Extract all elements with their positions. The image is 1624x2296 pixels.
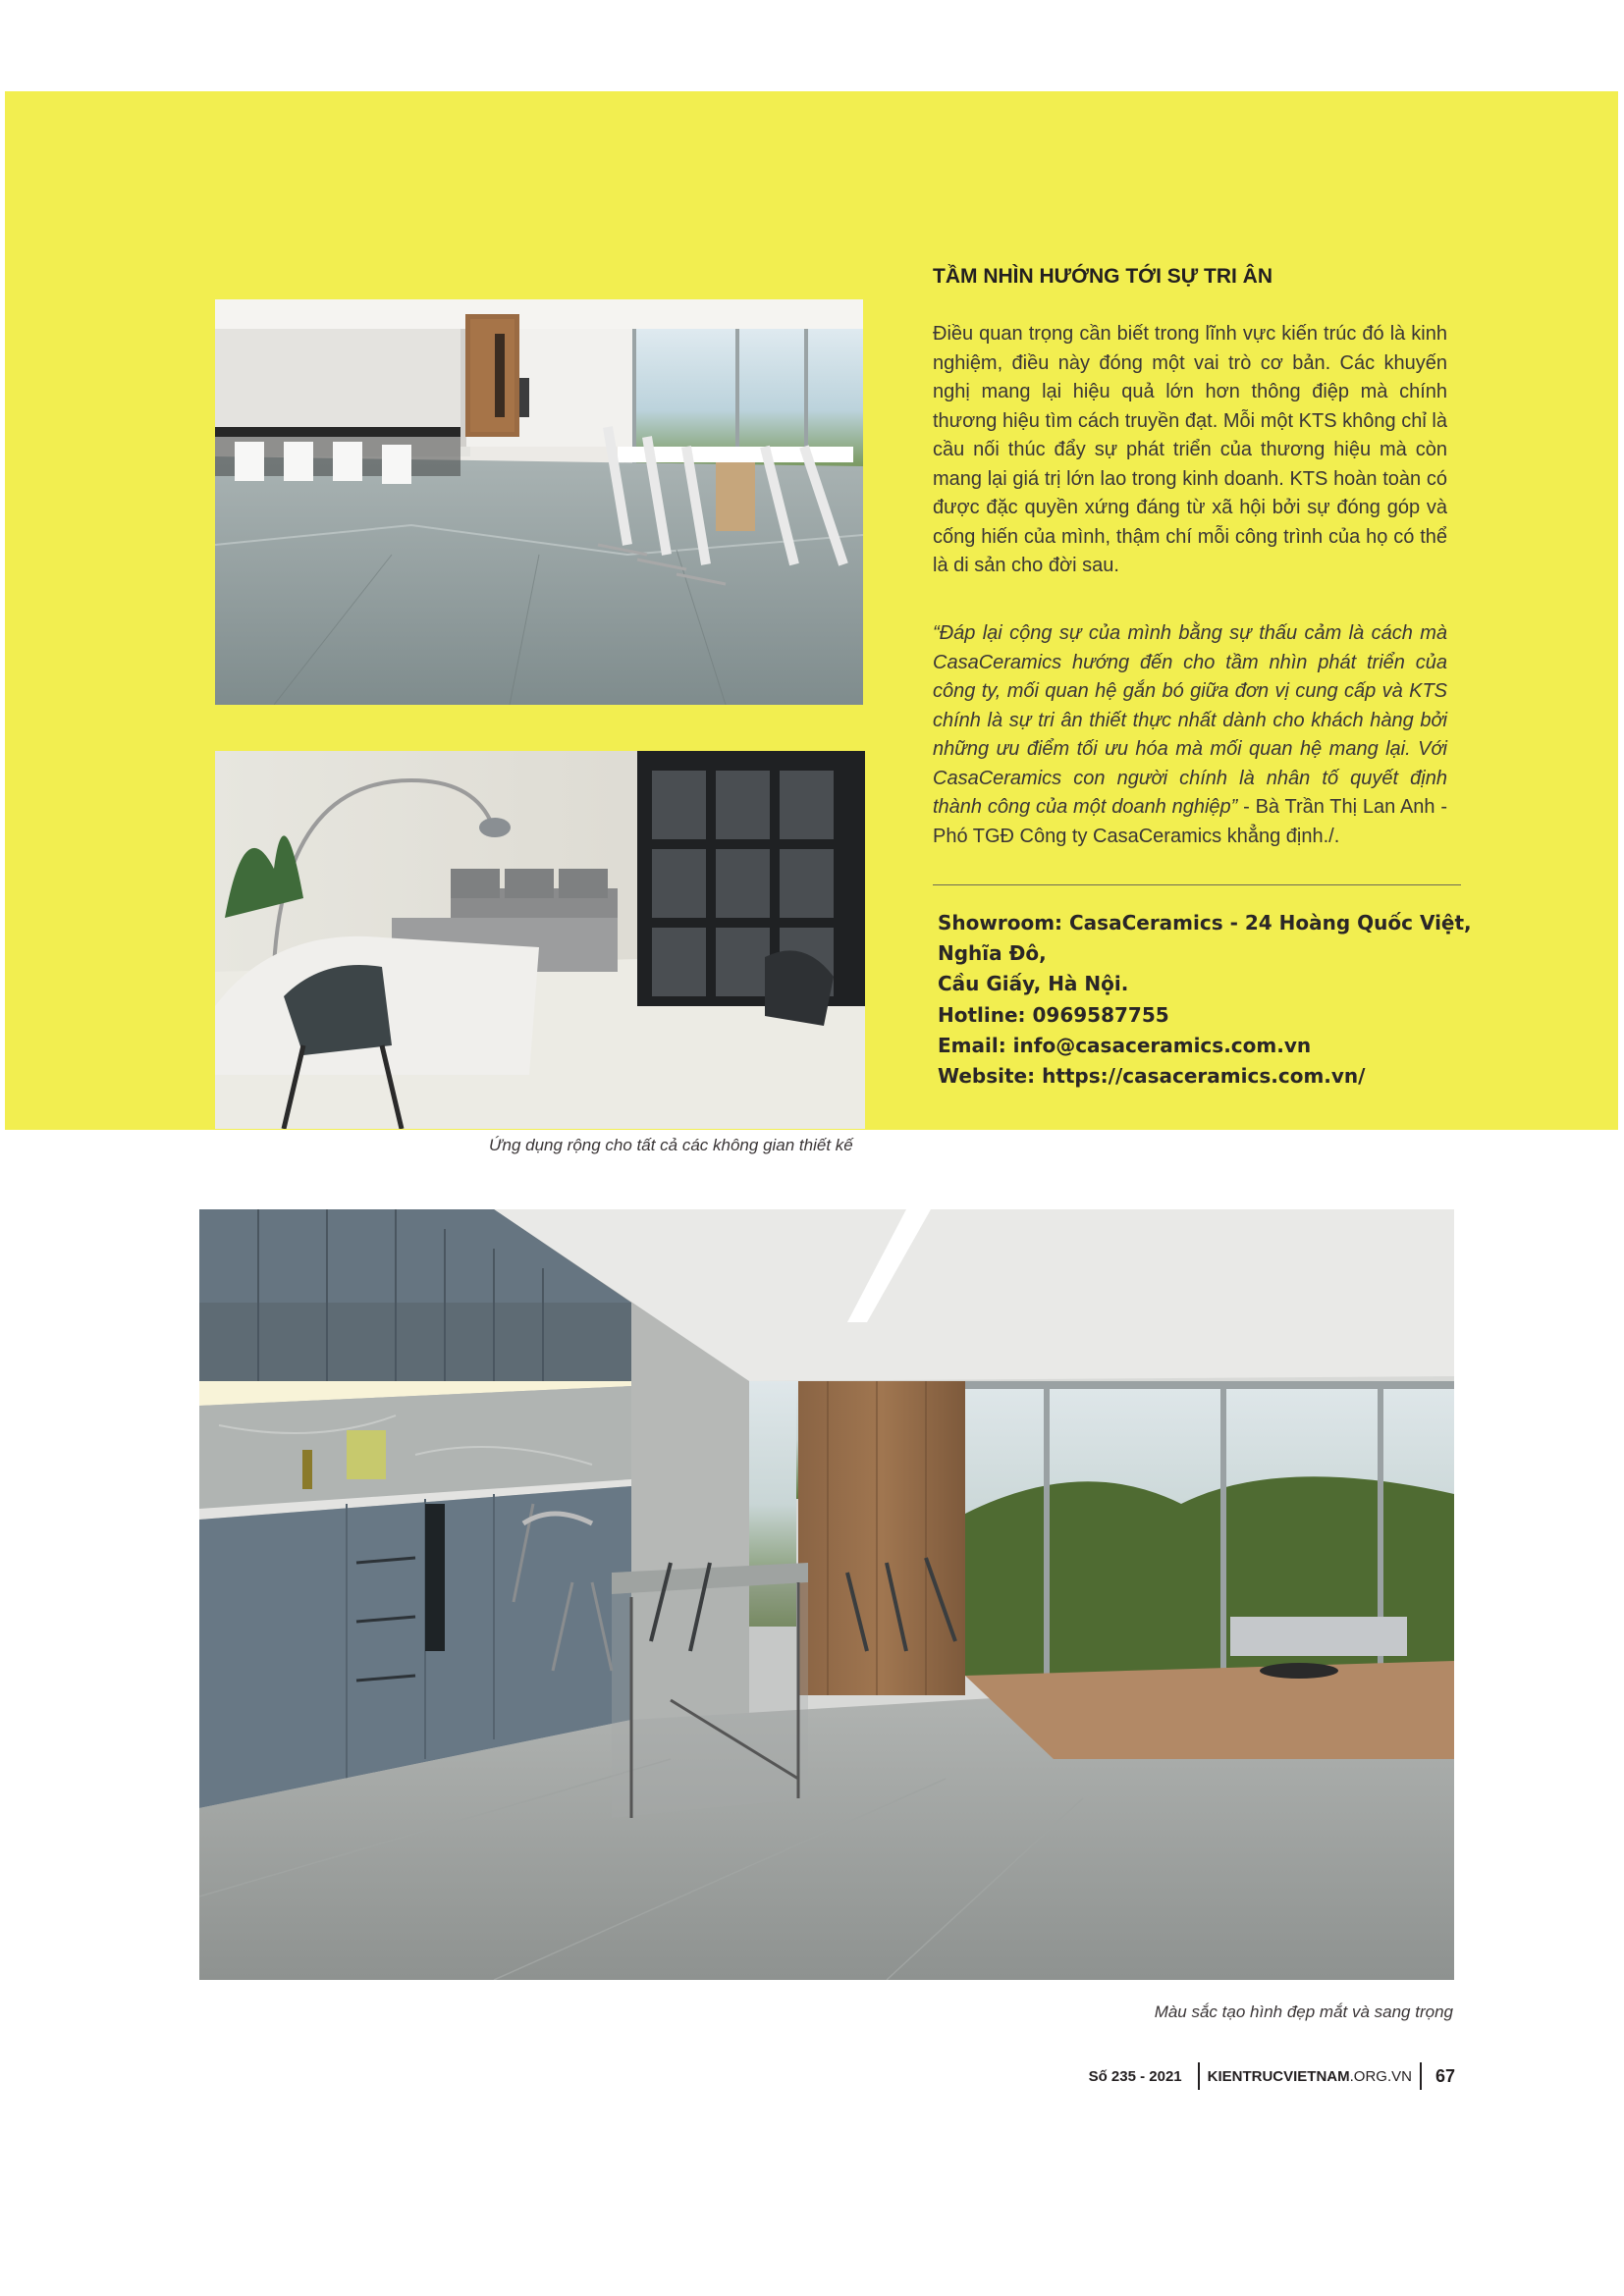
showroom-address-line-1: Showroom: CasaCeramics - 24 Hoàng Quốc Việt, — [938, 911, 1472, 934]
quote-paragraph — [933, 619, 1447, 851]
contact-info — [938, 908, 1472, 1092]
hotline: Hotline: 0969587755 — [938, 1002, 1169, 1027]
quote-text: “Đáp lại cộng sự của mình bằng sự thấu cảm là cách mà CasaCeramics hướng đến cho tầm nhìn phát triển của công ty, mối quan hệ gắn bó giữa đơn vị cung cấp và KTS chính là sự tri ân thiết thực nhất dành cho khách hàng bởi những ưu điểm tối ưu hóa mà mối quan hệ mang lại. Với CasaCeramics con người chính là nhân tố quyết định thành công của một doanh nghiệp” — [933, 622, 1447, 818]
footer-separator — [1198, 2062, 1200, 2090]
kitchen-dining-photo — [199, 1209, 1454, 1980]
caption-kitchen: Màu sắc tạo hình đẹp mắt và sang trọng — [1154, 2002, 1453, 2021]
showroom-address-line-2: Nghĩa Đô, — [938, 941, 1047, 966]
site-name: KIENTRUCVIETNAM — [1207, 2067, 1350, 2085]
living-room-photo — [215, 751, 865, 1129]
section-divider — [933, 884, 1461, 885]
page-number: 67 — [1435, 2065, 1455, 2086]
section-heading: TẦM NHÌN HƯỚNG TỚI SỰ TRI ÂN — [933, 265, 1272, 288]
site-domain: .ORG.VN — [1349, 2067, 1412, 2085]
quote-attribution: - Bà Trần Thị Lan Anh - Phó TGĐ Công ty CasaCeramics khẳng định./. — [933, 796, 1447, 847]
dining-room-photo — [215, 299, 863, 705]
caption-living-spaces: Ứng dụng rộng cho tất cả các không gian thiết kế — [489, 1136, 853, 1154]
email: Email: info@casaceramics.com.vn — [938, 1033, 1312, 1057]
footer-separator — [1420, 2062, 1422, 2090]
publication-site — [1208, 2068, 1412, 2085]
body-paragraph: Điều quan trọng cần biết trong lĩnh vực kiến trúc đó là kinh nghiệm, điều này đóng một vai trò cơ bản. Các khuyến nghị mang lại hiệu quả lớn hơn thông điệp mà chính thương hiệu tìm cách truyền đạt. Mỗi một KTS không chỉ là cầu nối thúc đẩy sự phát triển của thương hiệu mà còn mang lại giá trị lớn lao trong kinh doanh. KTS hoàn toàn có được đặc quyền xứng đáng từ xã hội bởi sự đóng góp và cống hiến của mình, thậm chí mỗi công trình của họ có thể là di sản cho đời sau. — [933, 323, 1447, 576]
showroom-address-line-3: Cầu Giấy, Hà Nội. — [938, 972, 1129, 996]
page-footer — [1089, 2061, 1455, 2091]
issue-number: Số 235 - 2021 — [1088, 2067, 1182, 2085]
website: Website: https://casaceramics.com.vn/ — [938, 1064, 1366, 1089]
